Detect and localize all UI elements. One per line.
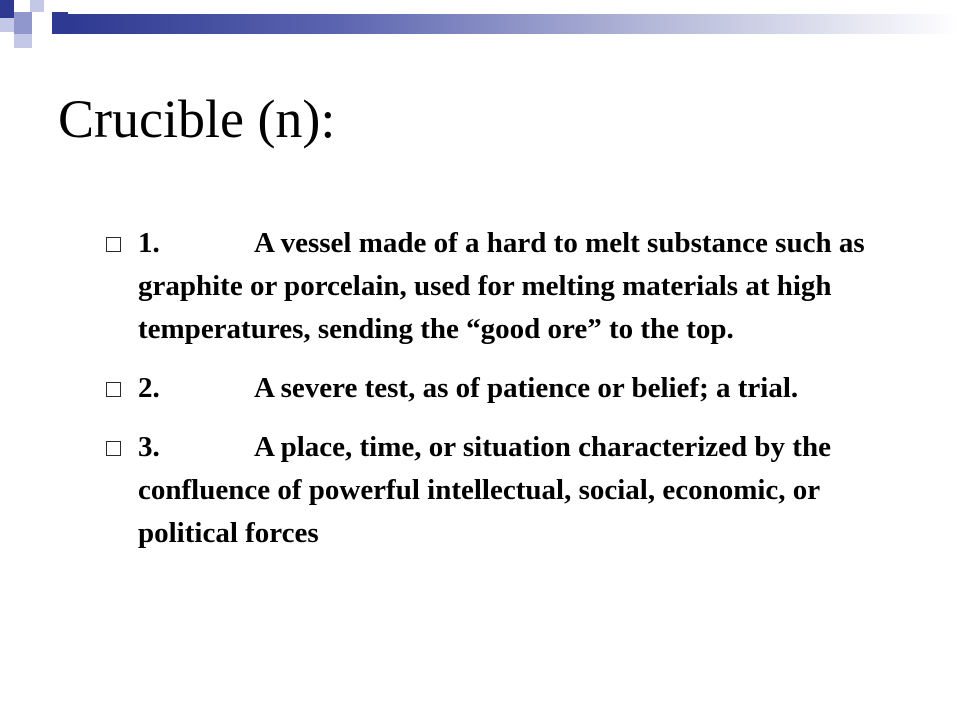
definition-list: [104, 222, 904, 571]
header-decoration-square: [32, 34, 46, 50]
header-decoration-square: [14, 0, 30, 12]
hollow-square-bullet-icon: [106, 237, 121, 252]
header-decoration-square: [14, 12, 32, 34]
hollow-square-bullet-icon: [106, 441, 121, 456]
header-decoration-square: [0, 18, 14, 32]
header-gradient-bar: [68, 14, 960, 34]
definition-number: 2.: [138, 372, 160, 404]
slide-title: Crucible (n):: [58, 89, 336, 149]
definition-number: 1.: [138, 227, 160, 259]
hollow-square-bullet-icon: [106, 382, 121, 397]
header-decoration-square: [0, 0, 14, 18]
definition-text: A vessel made of a hard to melt substance such as graphite or porcelain, used for melting materials at high temperatures, sending the “good ore” to the top.: [138, 227, 865, 345]
header-decoration-square: [32, 12, 52, 34]
header-decoration-square: [14, 34, 32, 48]
definition-item: [104, 426, 904, 555]
definition-item: [104, 367, 904, 410]
definition-text: A place, time, or situation characterized by the confluence of powerful intellectual, social, economic, or political forces: [138, 431, 831, 549]
definition-number: 3.: [138, 431, 160, 463]
header-decoration-square: [30, 0, 44, 12]
header-decoration-square: [52, 12, 68, 34]
header-decoration-square: [44, 0, 66, 12]
definition-text: A severe test, as of patience or belief; a trial.: [254, 372, 799, 404]
definition-item: [104, 222, 904, 351]
